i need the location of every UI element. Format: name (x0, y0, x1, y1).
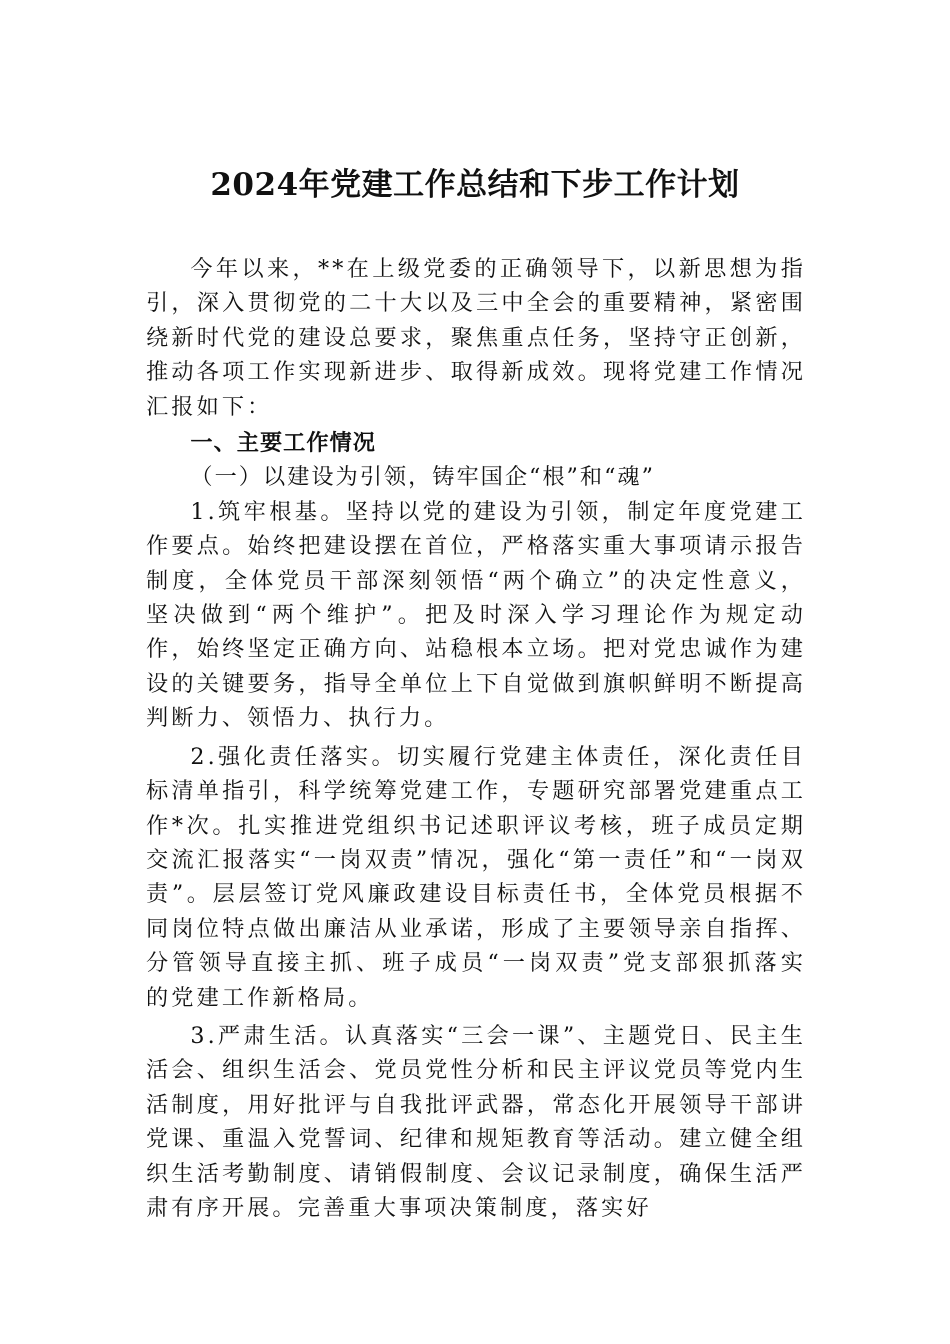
body-paragraph: 3.严肃生活。认真落实“三会一课”、主题党日、民主生活会、组织生活会、党员党性分析和民主评议党员等党内生活制度，用好批评与自我批评武器，常态化开展领导干部讲党课、重温入党誓词、纪律和规矩教育等活动。建立健全组织生活考勤制度、请销假制度、会议记录制度，确保生活严肃有序开展。完善重大事项决策制度，落实好 (146, 1022, 806, 1221)
body-paragraph: 2.强化责任落实。切实履行党建主体责任，深化责任目标清单指引，科学统筹党建工作，专题研究部署党建重点工作*次。扎实推进党组织书记述职评议考核，班子成员定期交流汇报落实“一岗双责”情况，强化“第一责任”和“一岗双责”。层层签订党风廉政建设目标责任书，全体党员根据不同岗位特点做出廉洁从业承诺，形成了主要领导亲自指挥、分管领导直接主抓、班子成员“一岗双责”党支部狠抓落实的党建工作新格局。 (146, 743, 806, 1011)
document-title: 2024年党建工作总结和下步工作计划 (210, 167, 740, 203)
section-heading: 一、主要工作情况 (190, 430, 376, 457)
body-paragraph: 1.筑牢根基。坚持以党的建设为引领，制定年度党建工作要点。始终把建设摆在首位，严格落实重大事项请示报告制度，全体党员干部深刻领悟“两个确立”的决定性意义，坚决做到“两个维护”。把及时深入学习理论作为规定动作，始终坚定正确方向、站稳根本立场。把对党忠诚作为建设的关键要务，指导全单位上下自觉做到旗帜鲜明不断提高判断力、领悟力、执行力。 (146, 498, 806, 732)
intro-paragraph: 今年以来，**在上级党委的正确领导下，以新思想为指引，深入贯彻党的二十大以及三中全会的重要精神，紧密围绕新时代党的建设总要求，聚焦重点任务，坚持守正创新，推动各项工作实现新进步、取得新成效。现将党建工作情况汇报如下： (146, 256, 806, 420)
document-body (146, 252, 806, 1225)
subsection-heading: （一）以建设为引领，铸牢国企“根”和“魂” (190, 464, 655, 491)
